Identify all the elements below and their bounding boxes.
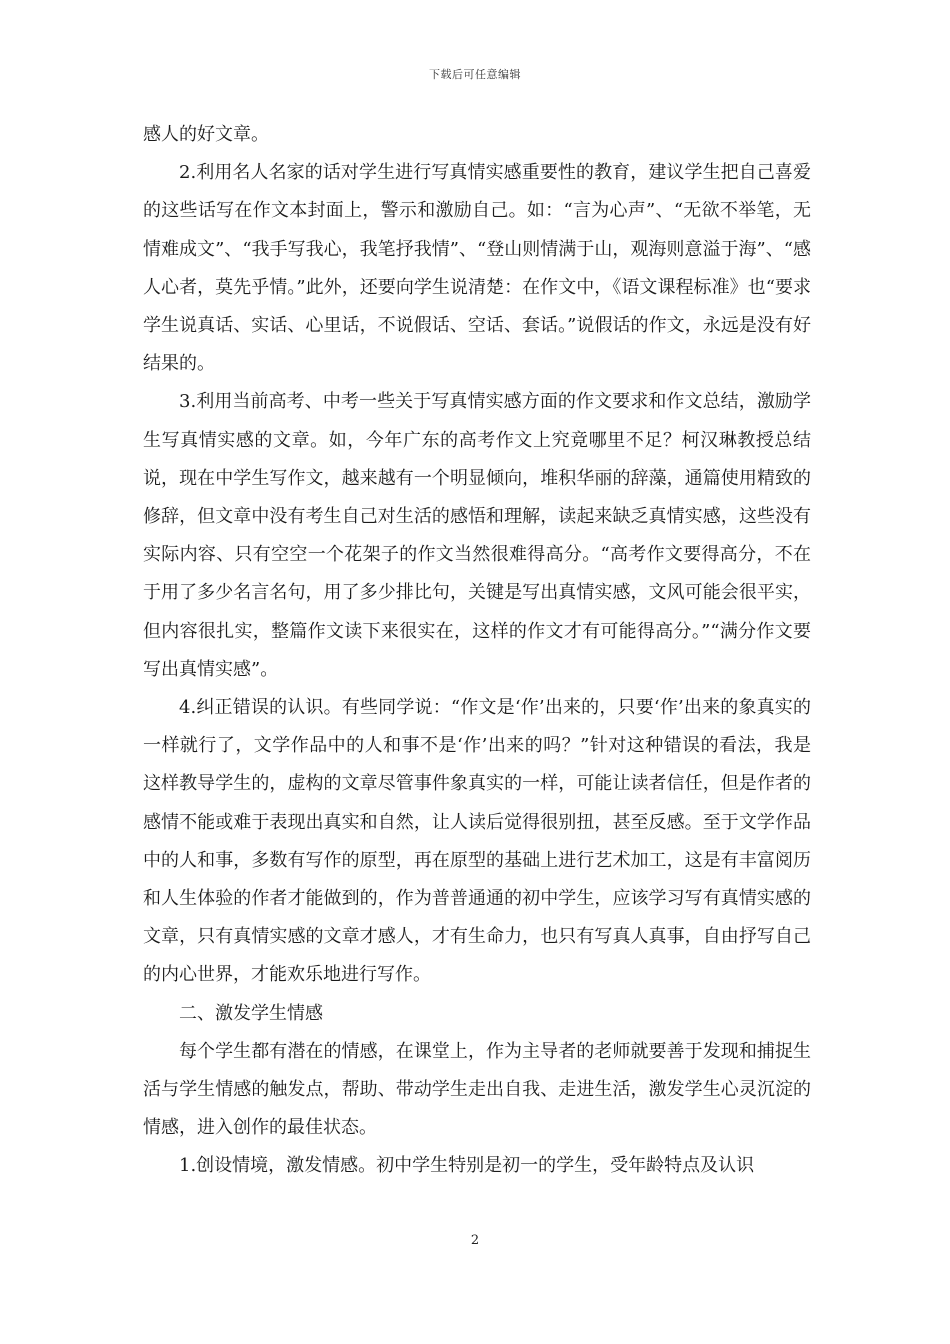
paragraph: 每个学生都有潜在的情感，在课堂上，作为主导者的老师就要善于发现和捕捉生活与学生情感的触发点，帮助、带动学生走出自我、走进生活，激发学生心灵沉淀的情感，进入创作的最佳状态。 — [143, 1040, 811, 1139]
document-body — [143, 116, 811, 1186]
paragraph: 4.纠正错误的认识。有些同学说：“作文是‘作’出来的，只要‘作’出来的象真实的一样就行了，文学作品中的人和事不是‘作’出来的吗？”针对这种错误的看法，我是这样教导学生的，虚构的文章尽管事件象真实的一样，可能让读者信任，但是作者的感情不能或难于表现出真实和自然，让人读后觉得很别扭，甚至反感。至于文学作品中的人和事，多数有写作的原型，再在原型的基础上进行艺术加工，这是有丰富阅历和人生体验的作者才能做到的，作为普普通通的初中学生，应该学习写有真情实感的文章，只有真情实感的文章才感人，才有生命力，也只有写真人真事，自由抒写自己的内心世界，才能欢乐地进行写作。 — [143, 697, 811, 986]
section-heading: 二、激发学生情感 — [179, 1002, 323, 1024]
page-number: 2 — [470, 1233, 480, 1248]
paragraph: 3.利用当前高考、中考一些关于写真情实感方面的作文要求和作文总结，激励学生写真情实感的文章。如，今年广东的高考作文上究竟哪里不足？柯汉琳教授总结说，现在中学生写作文，越来越有一个明显倾向，堆积华丽的辞藻，通篇使用精致的修辞，但文章中没有考生自己对生活的感悟和理解，读起来缺乏真情实感，这些没有实际内容、只有空空一个花架子的作文当然很难得高分。“高考作文要得高分，不在于用了多少名言名句，用了多少排比句，关键是写出真情实感，文风可能会很平实，但内容很扎实，整篇作文读下来很实在，这样的作文才有可能得高分。”“满分作文要写出真情实感”。 — [143, 391, 811, 680]
paragraph: 感人的好文章。 — [143, 124, 269, 145]
paragraph: 2.利用名人名家的话对学生进行写真情实感重要性的教育，建议学生把自己喜爱的这些话写在作文本封面上，警示和激励自己。如：“言为心声”、“无欲不举笔，无情难成文”、“我手写我心，我笔抒我情”、“登山则情满于山，观海则意溢于海”、“感人心者，莫先乎情。”此外，还要向学生说清楚：在作文中，《语文课程标准》也“要求学生说真话、实话、心里话，不说假话、空话、套话。”说假话的作文，永远是没有好结果的。 — [143, 162, 811, 375]
page-header: 下载后可任意编辑 — [429, 68, 521, 81]
paragraph: 1.创设情境，激发情感。初中学生特别是初一的学生，受年龄特点及认识 — [179, 1155, 755, 1177]
